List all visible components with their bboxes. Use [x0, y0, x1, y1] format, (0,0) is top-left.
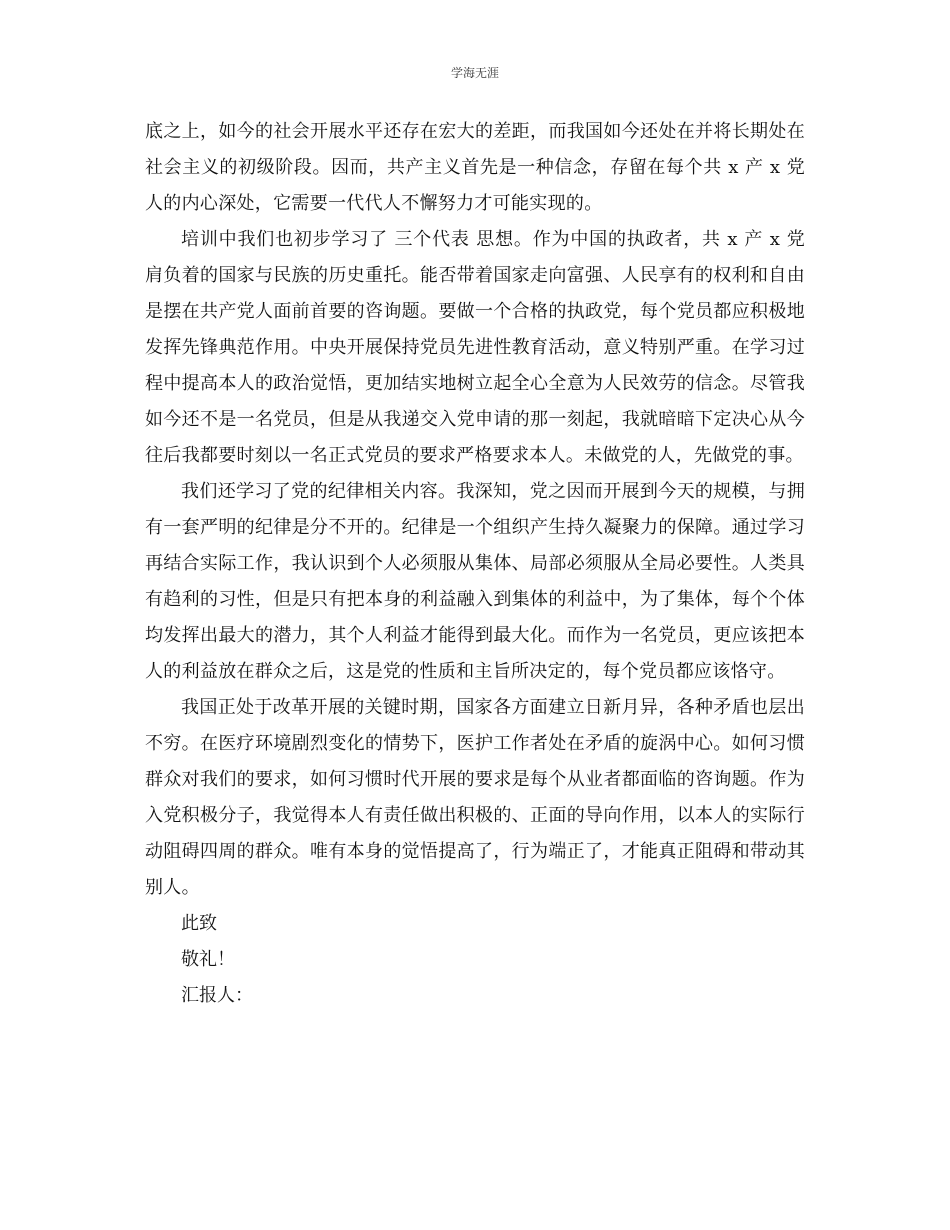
paragraph-party-discipline: 我们还学习了党的纪律相关内容。我深知，党之因而开展到今天的规模，与拥有一套严明的纪律是分不开的。纪律是一个组织产生持久凝聚力的保障。通过学习再结合实际工作，我认识到个人必须服从集体、局部必须服从全局必要性。人类具有趋利的习性，但是只有把本身的利益融入到集体的利益中，为了集体，每个个体均发挥出最大的潜力，其个人利益才能得到最大化。而作为一名党员，更应该把本人的利益放在群众之后，这是党的性质和主旨所决定的，每个党员都应该恪守。 — [145, 481, 805, 682]
page-header: 学海无涯 — [450, 66, 499, 80]
letter-body — [145, 114, 805, 1014]
paragraph-reform-period: 我国正处于改革开展的关键时期，国家各方面建立日新月异，各种矛盾也层出不穷。在医疗环境剧烈变化的情势下，医护工作者处在矛盾的旋涡中心。如何习惯群众对我们的要求，如何习惯时代开展的要求是每个从业者都面临的咨询题。作为入党积极分子，我觉得本人有责任做出积极的、正面的导向作用，以本人的实际行动阻碍四周的群众。唯有本身的觉悟提高了，行为端正了，才能真正阻碍和带动其别人。 — [145, 697, 805, 898]
closing-salutation: 此致 — [181, 913, 217, 934]
reporter-label: 汇报人： — [181, 985, 253, 1006]
paragraph-three-represents: 培训中我们也初步学习了 三个代表 思想。作为中国的执政者，共 x 产 x 党肩负着的国家与民族的历史重托。能否带着国家走向富强、人民享有的权利和自由是摆在共产党人面前首要的咨询题。要做一个合格的执政党，每个党员都应积极地发挥先锋典范作用。中央开展保持党员先进性教育活动，意义特别严重。在学习过程中提高本人的政治觉悟，更加结实地树立起全心全意为人民效劳的信念。尽管我如今还不是一名党员，但是从我递交入党申请的那一刻起，我就暗暗下定决心从今往后我都要时刻以一名正式党员的要求严格要求本人。未做党的人，先做党的事。 — [145, 229, 805, 466]
closing-regards: 敬礼！ — [181, 949, 235, 970]
paragraph-continuation: 底之上，如今的社会开展水平还存在宏大的差距，而我国如今还处在并将长期处在社会主义的初级阶段。因而，共产主义首先是一种信念，存留在每个共 x 产 x 党人的内心深处，它需要一代代人不懈努力才可能实现的。 — [145, 121, 805, 214]
